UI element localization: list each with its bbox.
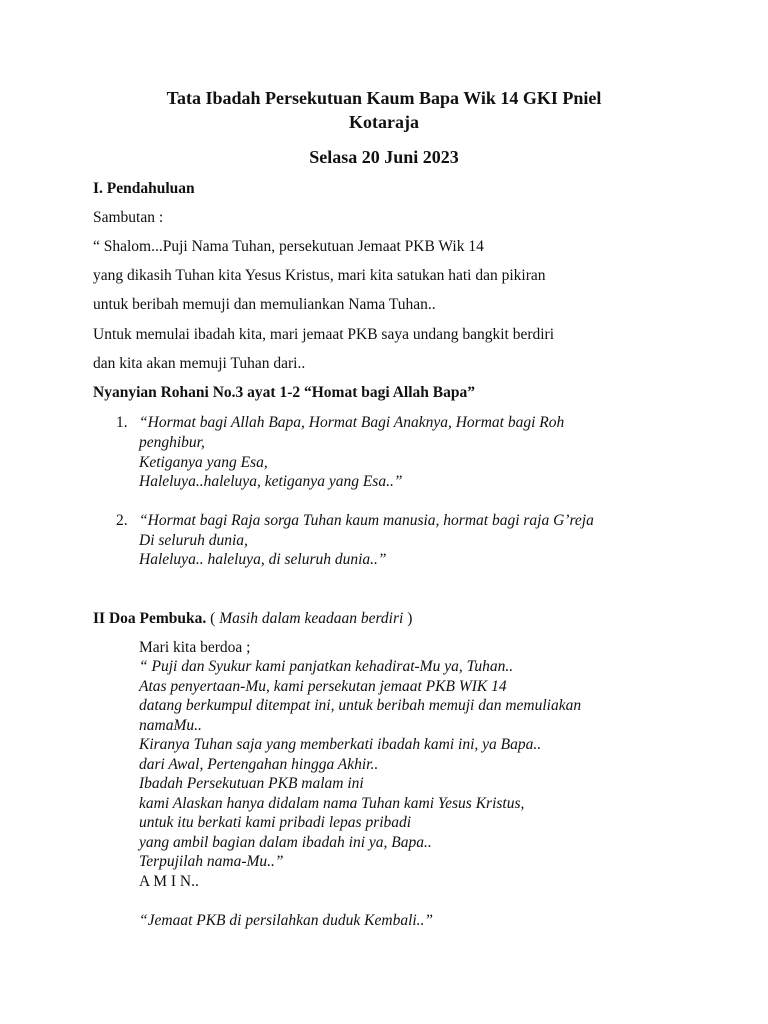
document-title-line2: Kotaraja [349,112,419,132]
prayer-line: Terpujilah nama-Mu..” [139,853,284,870]
doa-pembuka-paren-open: ( [206,610,220,627]
verse-line: Ketiganya yang Esa, [139,454,268,471]
prayer-line: dari Awal, Pertengahan hingga Akhir.. [139,756,379,773]
prayer-line: Kiranya Tuhan saja yang memberkati ibadah kami ini, ya Bapa.. [139,736,542,753]
verse-line: Haleluya..haleluya, ketiganya yang Esa..” [139,473,403,490]
doa-pembuka-note: Masih dalam keadaan berdiri [219,610,404,627]
sambutan-label: Sambutan : [93,209,164,226]
document-title-line1: Tata Ibadah Persekutuan Kaum Bapa Wik 14 GKI Pniel [166,88,602,108]
verse-line: Di seluruh dunia, [139,532,248,549]
sambutan-line: untuk beribah memuji dan memuliankan Nama Tuhan.. [93,296,436,313]
doa-pembuka-paren-close: ) [403,610,413,627]
prayer-line: datang berkumpul ditempat ini, untuk beribah memuji dan memuliakan [139,697,582,714]
prayer-line: kami Alaskan hanya didalam nama Tuhan kami Yesus Kristus, [139,795,525,812]
prayer-amin: A M I N.. [139,873,199,890]
sambutan-line: yang dikasih Tuhan kita Yesus Kristus, mari kita satukan hati dan pikiran [93,267,546,284]
verse-number: 2. [116,512,128,529]
song-heading: Nyanyian Rohani No.3 ayat 1-2 “Homat bagi Allah Bapa” [93,384,475,401]
prayer-line: untuk itu berkati kami pribadi lepas pribadi [139,814,412,831]
prayer-intro: Mari kita berdoa ; [139,639,251,656]
verse-line: “Hormat bagi Allah Bapa, Hormat Bagi Anaknya, Hormat bagi Roh [139,414,565,431]
verse-line: penghibur, [139,434,205,451]
sambutan-line: Untuk memulai ibadah kita, mari jemaat PKB saya undang bangkit berdiri [93,326,555,343]
doa-pembuka-title: II Doa Pembuka. [93,610,207,627]
verse-line: Haleluya.. haleluya, di seluruh dunia..” [139,551,387,568]
prayer-line: Atas penyertaan-Mu, kami persekutan jemaat PKB WIK 14 [139,678,507,695]
document-date: Selasa 20 Juni 2023 [309,147,459,167]
prayer-line: “ Puji dan Syukur kami panjatkan kehadirat-Mu ya, Tuhan.. [139,658,514,675]
sambutan-line: dan kita akan memuji Tuhan dari.. [93,355,306,372]
closing-instruction: “Jemaat PKB di persilahkan duduk Kembali..” [139,912,434,929]
sambutan-line: “ Shalom...Puji Nama Tuhan, persekutuan Jemaat PKB Wik 14 [93,238,484,255]
section-heading-pendahuluan: I. Pendahuluan [93,180,195,197]
prayer-line: namaMu.. [139,717,202,734]
prayer-line: Ibadah Persekutuan PKB malam ini [139,775,364,792]
section-heading-doa-pembuka [93,610,412,628]
prayer-line: yang ambil bagian dalam ibadah ini ya, Bapa.. [139,834,432,851]
verse-line: “Hormat bagi Raja sorga Tuhan kaum manusia, hormat bagi raja G’reja [139,512,594,529]
verse-number: 1. [116,414,128,431]
